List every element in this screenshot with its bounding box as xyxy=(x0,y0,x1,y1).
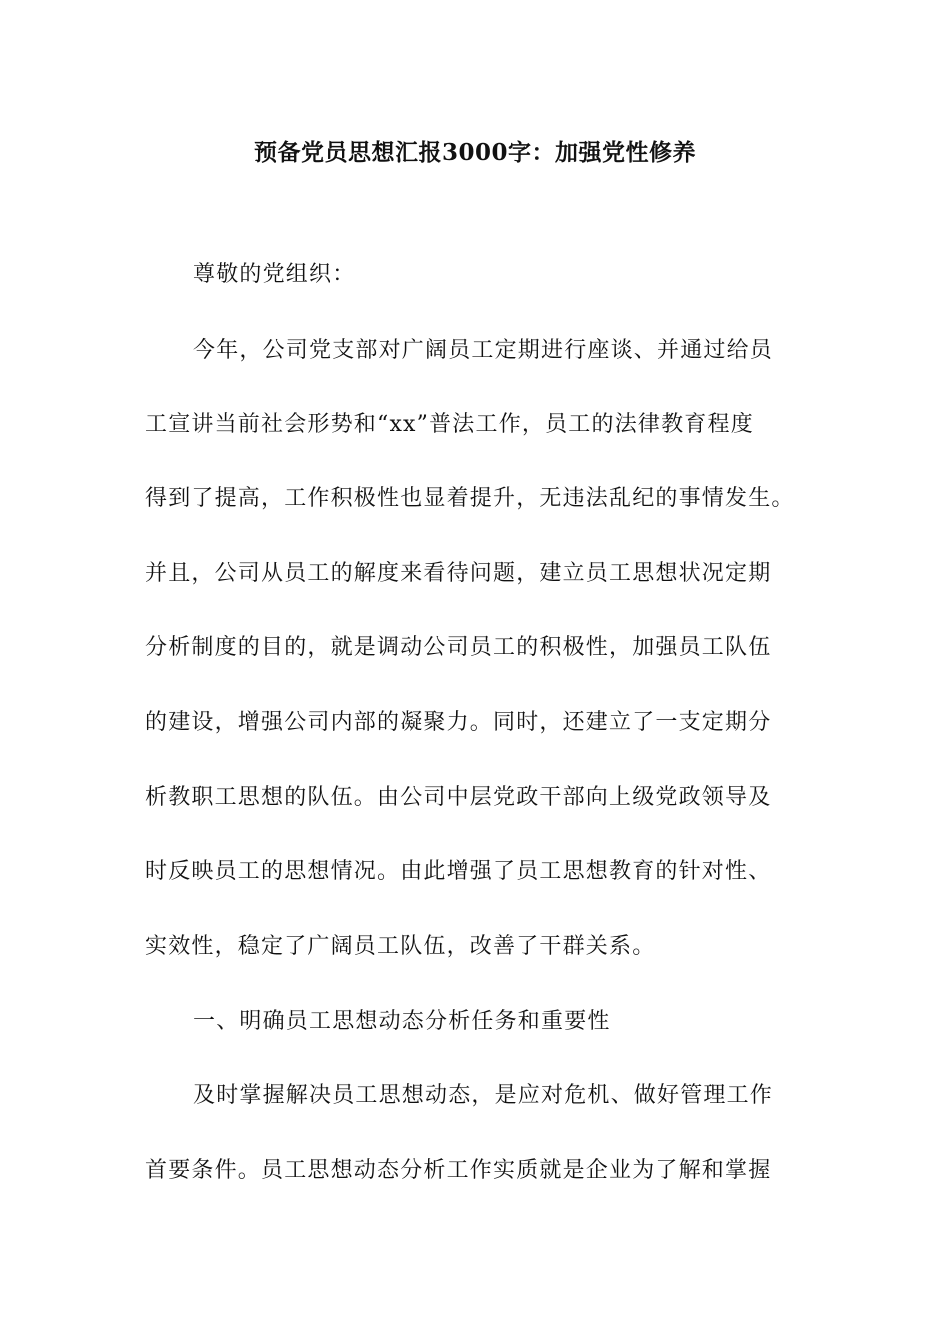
paragraph-line: 及时掌握解决员工思想动态，是应对危机、做好管理工作 xyxy=(193,1083,774,1108)
paragraph-line: 的建设，增强公司内部的凝聚力。同时，还建立了一支定期分 xyxy=(145,710,772,735)
paragraph-line: 实效性，稳定了广阔员工队伍，改善了干群关系。 xyxy=(145,934,656,959)
paragraph-line: 时反映员工的思想情况。由此增强了员工思想教育的针对性、 xyxy=(145,859,772,884)
paragraph-line: 工宣讲当前社会形势和“xx”普法工作，员工的法律教育程度 xyxy=(145,412,754,437)
paragraph-line: 并且，公司从员工的解度来看待问题，建立员工思想状况定期 xyxy=(145,561,772,586)
salutation: 尊敬的党组织： xyxy=(193,262,356,287)
paragraph-line: 今年，公司党支部对广阔员工定期进行座谈、并通过给员 xyxy=(193,338,774,363)
paragraph-line: 首要条件。员工思想动态分析工作实质就是企业为了解和掌握 xyxy=(145,1158,772,1183)
section-heading: 一、明确员工思想动态分析任务和重要性 xyxy=(193,1009,611,1034)
paragraph-line: 析教职工思想的队伍。由公司中层党政干部向上级党政领导及 xyxy=(145,785,772,810)
paragraph-line: 得到了提高，工作积极性也显着提升，无违法乱纪的事情发生。 xyxy=(145,486,795,511)
paragraph-line: 分析制度的目的，就是调动公司员工的积极性，加强员工队伍 xyxy=(145,635,772,660)
document-title: 预备党员思想汇报3000字：加强党性修养 xyxy=(253,139,696,166)
